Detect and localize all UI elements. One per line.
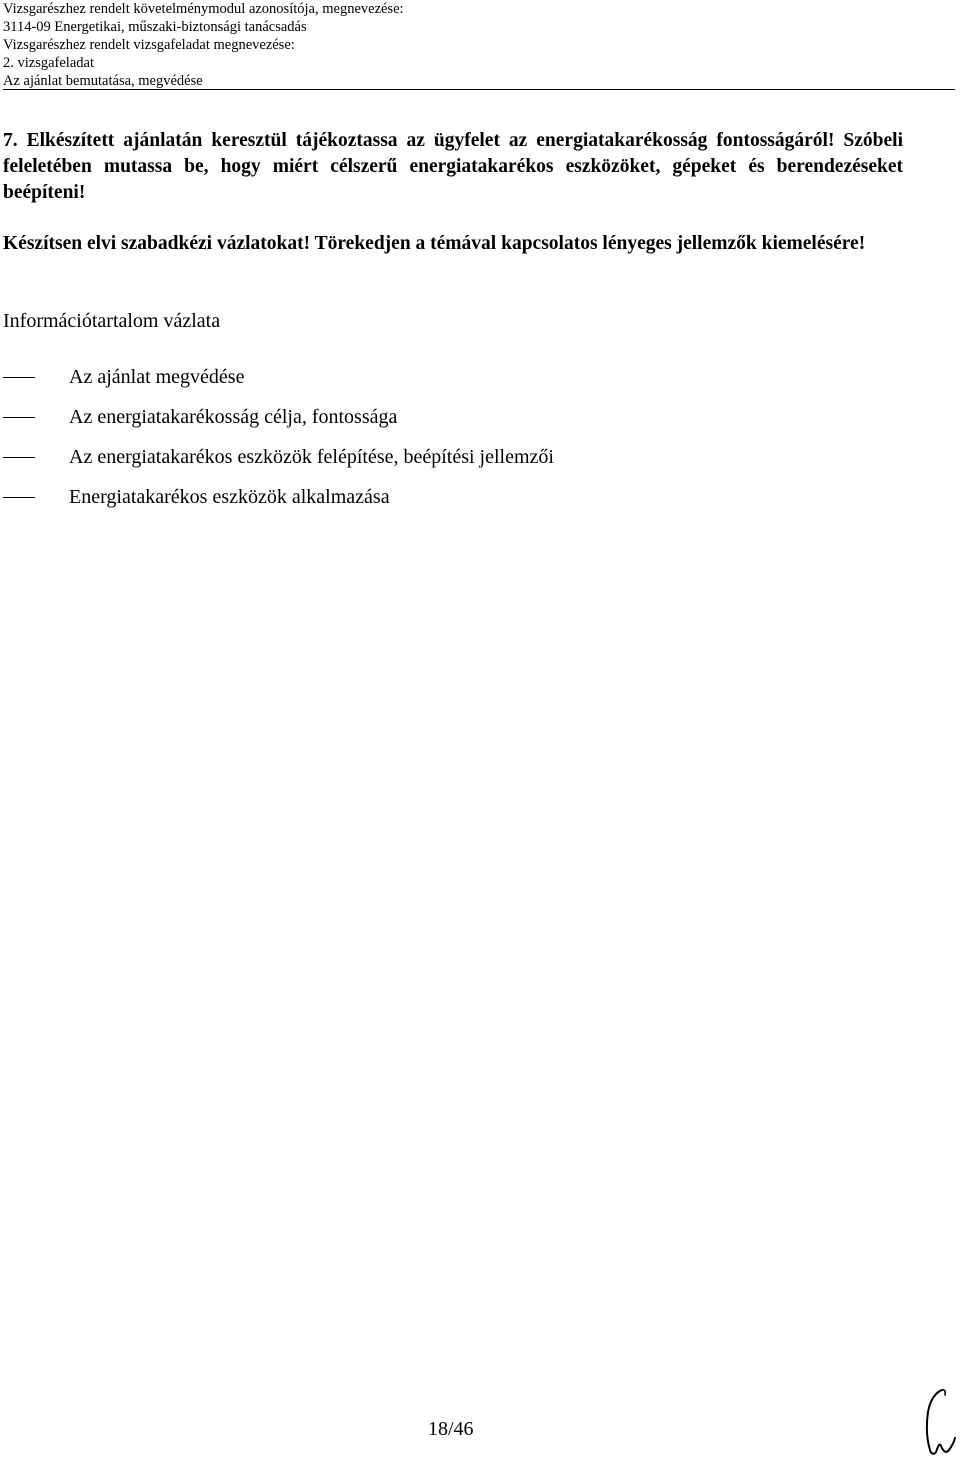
dash-bullet-icon [3,457,35,458]
header-task-label: Vizsgarészhez rendelt vizsgafeladat megnevezése: [3,37,295,53]
header-divider [3,89,955,90]
dash-bullet-icon [3,497,35,498]
header-task-name: Az ajánlat bemutatása, megvédése [3,73,203,89]
sketch-instruction: Készítsen elvi szabadkézi vázlatokat! Törekedjen a témával kapcsolatos lényeges jellemzők kiemelésére! [3,233,866,254]
list-item-label: Az energiatakarékosság célja, fontossága [69,406,398,428]
dash-bullet-icon [3,417,35,418]
header-task-number: 2. vizsgafeladat [3,55,94,71]
header-module-name: 3114-09 Energetikai, műszaki-biztonsági tanácsadás [3,19,307,35]
info-content-title: Információtartalom vázlata [3,310,221,332]
task-paragraph: 7. Elkészített ajánlatán keresztül tájékoztassa az ügyfelet az energiatakarékosság fontosságáról! Szóbeli feleletében mutassa be, hogy miért célszerű energiatakarékos eszközöket, gépeket és berendezéseket beépíteni! [3,130,903,203]
header-module-label: Vizsgarészhez rendelt követelménymodul azonosítója, megnevezése: [3,1,404,17]
handwritten-signature-icon [918,1386,958,1458]
document-header [3,0,943,90]
list-item-label: Az ajánlat megvédése [69,366,245,388]
dash-bullet-icon [3,377,35,378]
list-item-label: Energiatakarékos eszközök alkalmazása [69,486,390,508]
list-item-label: Az energiatakarékos eszközök felépítése, beépítési jellemzői [69,446,554,468]
page-number: 18/46 [428,1418,474,1440]
